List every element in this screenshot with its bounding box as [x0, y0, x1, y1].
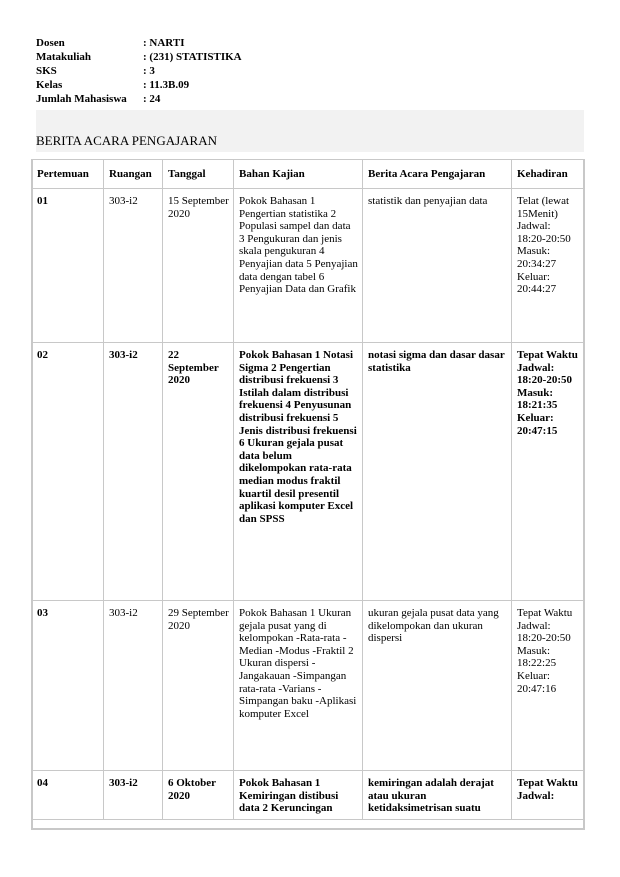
- cell-berita-acara: statistik dan penyajian data: [363, 189, 512, 343]
- cell-berita-acara: notasi sigma dan dasar dasar statistika: [363, 343, 512, 601]
- document-header-info: [36, 36, 242, 106]
- header-ruangan: Ruangan: [104, 160, 163, 189]
- header-pertemuan: Pertemuan: [32, 160, 104, 189]
- table-row: [32, 771, 585, 820]
- cell-tanggal: 22 September 2020: [163, 343, 234, 601]
- section-title: BERITA ACARA PENGAJARAN: [36, 133, 217, 148]
- info-label: Dosen: [36, 37, 65, 49]
- table-header-row: [32, 160, 585, 189]
- cell-kehadiran: Tepat Waktu Jadwal:: [512, 771, 585, 820]
- cell-kehadiran: Telat (lewat 15Menit) Jadwal: 18:20-20:50 Masuk: 20:34:27 Keluar: 20:44:27: [512, 189, 585, 343]
- section-header: [36, 110, 584, 152]
- info-value: : 24: [143, 93, 161, 105]
- info-label: Jumlah Mahasiswa: [36, 93, 127, 105]
- header-kehadiran: Kehadiran: [512, 160, 585, 189]
- cell-berita-acara: kemiringan adalah derajat atau ukuran ketidaksimetrisan suatu: [363, 771, 512, 820]
- header-tanggal: Tanggal: [163, 160, 234, 189]
- info-label: Matakuliah: [36, 51, 92, 63]
- header-bahan-kajian: Bahan Kajian: [234, 160, 363, 189]
- info-label: SKS: [36, 65, 57, 77]
- info-value: : NARTI: [143, 37, 185, 49]
- cell-pertemuan: 01: [32, 189, 104, 343]
- table-row: [32, 343, 585, 601]
- cell-tanggal: 15 September 2020: [163, 189, 234, 343]
- teaching-record-table: [31, 159, 585, 820]
- cell-pertemuan: 04: [32, 771, 104, 820]
- info-row-kelas: [36, 78, 242, 92]
- info-row-dosen: [36, 36, 242, 50]
- header-berita-acara: Berita Acara Pengajaran: [363, 160, 512, 189]
- cell-bahan-kajian: Pokok Bahasan 1 Ukuran gejala pusat yang di kelompokan -Rata-rata -Median -Modus -Fraktil 2 Ukuran dispersi -Jangakauan -Simpangan rata-rata -Varians -Simpangan baku -Aplikasi komputer Excel: [234, 601, 363, 771]
- cell-tanggal: 29 September 2020: [163, 601, 234, 771]
- info-value: : 3: [143, 65, 155, 77]
- cell-pertemuan: 03: [32, 601, 104, 771]
- info-label: Kelas: [36, 79, 63, 91]
- table-row: [32, 601, 585, 771]
- table-right-border: [583, 159, 585, 830]
- info-value: : 11.3B.09: [143, 79, 190, 91]
- cell-pertemuan: 02: [32, 343, 104, 601]
- info-value: : (231) STATISTIKA: [143, 51, 242, 63]
- info-row-sks: [36, 64, 242, 78]
- cell-tanggal: 6 Oktober 2020: [163, 771, 234, 820]
- cell-ruangan: 303-i2: [104, 189, 163, 343]
- cell-bahan-kajian: Pokok Bahasan 1 Notasi Sigma 2 Pengertian distribusi frekuensi 3 Istilah dalam distribusi frekuensi 4 Penyusunan distribusi frekuensi 5 Jenis distribusi frekuensi 6 Ukuran gejala pusat data belum dikelompokan rata-rata median modus fraktil kuartil desil presentil aplikasi komputer Excel dan SPSS: [234, 343, 363, 601]
- info-row-jumlah-mahasiswa: [36, 92, 242, 106]
- table-row: [32, 189, 585, 343]
- cell-ruangan: 303-i2: [104, 601, 163, 771]
- cell-bahan-kajian: Pokok Bahasan 1 Pengertian statistika 2 Populasi sampel dan data 3 Pengukuran dan jenis skala pengukuran 4 Penyajian data 5 Penyajian data dengan tabel 6 Penyajian Data dan Grafik: [234, 189, 363, 343]
- table-left-border: [31, 159, 33, 830]
- cell-berita-acara: ukuran gejala pusat data yang dikelompokan dan ukuran dispersi: [363, 601, 512, 771]
- cell-ruangan: 303-i2: [104, 771, 163, 820]
- cell-ruangan: 303-i2: [104, 343, 163, 601]
- cell-kehadiran: Tepat Waktu Jadwal: 18:20-20:50 Masuk: 18:21:35 Keluar: 20:47:15: [512, 343, 585, 601]
- cell-bahan-kajian: Pokok Bahasan 1 Kemiringan distibusi data 2 Keruncingan: [234, 771, 363, 820]
- cell-kehadiran: Tepat Waktu Jadwal: 18:20-20:50 Masuk: 18:22:25 Keluar: 20:47:16: [512, 601, 585, 771]
- info-row-matakuliah: [36, 50, 242, 64]
- page-bottom-rule: [31, 828, 584, 830]
